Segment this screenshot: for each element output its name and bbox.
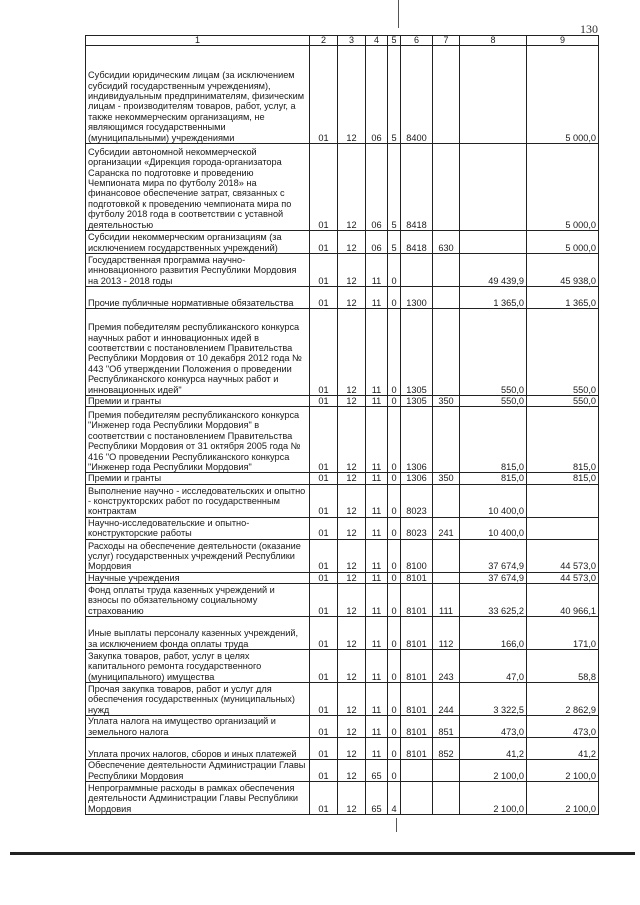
expense-type-code-cell (433, 407, 460, 473)
row-name-cell: Закупка товаров, работ, услуг в целях капитального ремонта государственного (муниципального) имущества (86, 650, 310, 683)
subsection-code-cell: 12 (338, 46, 366, 144)
subprogram-code-cell: 0 (388, 309, 401, 396)
expense-type-code-cell: 243 (433, 650, 460, 683)
amount-2018-cell: 815,0 (527, 473, 599, 484)
target-code-cell: 1305 (401, 396, 433, 407)
bottom-border-line (10, 852, 635, 855)
amount-2018-cell: 815,0 (527, 407, 599, 473)
expense-type-code-cell (433, 539, 460, 572)
subsection-code-cell: 12 (338, 517, 366, 539)
expense-type-code-cell (433, 572, 460, 583)
target-code-cell (401, 782, 433, 815)
table-row (86, 144, 599, 231)
amount-2017-cell: 550,0 (460, 396, 527, 407)
section-code-cell: 01 (310, 473, 338, 484)
expense-type-code-cell: 350 (433, 473, 460, 484)
subsection-code-cell: 12 (338, 738, 366, 760)
section-code-cell: 01 (310, 231, 338, 254)
subsection-code-cell: 12 (338, 473, 366, 484)
program-code-cell: 11 (366, 473, 388, 484)
header-cell: 9 (527, 36, 599, 46)
section-code-cell: 01 (310, 287, 338, 309)
header-row (86, 36, 599, 46)
program-code-cell: 11 (366, 539, 388, 572)
target-code-cell: 8418 (401, 231, 433, 254)
subprogram-code-cell: 5 (388, 231, 401, 254)
row-name-cell: Уплата прочих налогов, сборов и иных платежей (86, 738, 310, 760)
amount-2017-cell: 473,0 (460, 716, 527, 738)
amount-2017-cell: 33 625,2 (460, 584, 527, 617)
amount-2017-cell (460, 231, 527, 254)
table-row (86, 539, 599, 572)
amount-2017-cell: 37 674,9 (460, 539, 527, 572)
target-code-cell: 1306 (401, 473, 433, 484)
amount-2018-cell: 550,0 (527, 396, 599, 407)
subsection-code-cell: 12 (338, 760, 366, 782)
header-cell: 3 (338, 36, 366, 46)
subprogram-code-cell: 0 (388, 650, 401, 683)
section-code-cell: 01 (310, 396, 338, 407)
amount-2018-cell: 171,0 (527, 617, 599, 650)
target-code-cell: 8101 (401, 650, 433, 683)
amount-2017-cell: 3 322,5 (460, 683, 527, 716)
amount-2018-cell (527, 517, 599, 539)
section-code-cell: 01 (310, 738, 338, 760)
section-code-cell: 01 (310, 617, 338, 650)
subsection-code-cell: 12 (338, 572, 366, 583)
table-row (86, 309, 599, 396)
subprogram-code-cell: 0 (388, 572, 401, 583)
subsection-code-cell: 12 (338, 782, 366, 815)
table-row (86, 396, 599, 407)
program-code-cell: 11 (366, 254, 388, 287)
section-code-cell: 01 (310, 584, 338, 617)
section-code-cell: 01 (310, 782, 338, 815)
amount-2017-cell (460, 46, 527, 144)
target-code-cell: 1305 (401, 309, 433, 396)
row-name-cell: Научно-исследовательские и опытно-конструкторские работы (86, 517, 310, 539)
section-code-cell: 01 (310, 650, 338, 683)
amount-2018-cell: 1 365,0 (527, 287, 599, 309)
program-code-cell: 11 (366, 650, 388, 683)
program-code-cell: 06 (366, 46, 388, 144)
amount-2017-cell: 10 400,0 (460, 484, 527, 517)
header-cell: 1 (86, 36, 310, 46)
subprogram-code-cell: 0 (388, 254, 401, 287)
target-code-cell: 1306 (401, 407, 433, 473)
section-code-cell: 01 (310, 484, 338, 517)
amount-2018-cell: 45 938,0 (527, 254, 599, 287)
program-code-cell: 11 (366, 738, 388, 760)
target-code-cell: 8023 (401, 517, 433, 539)
section-code-cell: 01 (310, 254, 338, 287)
subprogram-code-cell: 0 (388, 539, 401, 572)
amount-2018-cell: 41,2 (527, 738, 599, 760)
header-cell: 6 (401, 36, 433, 46)
row-name-cell: Субсидии некоммерческим организациям (за исключением государственных учреждений) (86, 231, 310, 254)
amount-2017-cell: 2 100,0 (460, 760, 527, 782)
amount-2018-cell: 2 100,0 (527, 782, 599, 815)
row-name-cell: Фонд оплаты труда казенных учреждений и взносы по обязательному социальному страхованию (86, 584, 310, 617)
subsection-code-cell: 12 (338, 539, 366, 572)
budget-table (85, 35, 599, 815)
table-row (86, 617, 599, 650)
target-code-cell: 8101 (401, 683, 433, 716)
section-code-cell: 01 (310, 572, 338, 583)
amount-2017-cell: 550,0 (460, 309, 527, 396)
row-name-cell: Непрограммные расходы в рамках обеспечения деятельности Администрации Главы Республики Мордовия (86, 782, 310, 815)
table-row (86, 407, 599, 473)
program-code-cell: 11 (366, 716, 388, 738)
program-code-cell: 11 (366, 309, 388, 396)
subsection-code-cell: 12 (338, 407, 366, 473)
expense-type-code-cell (433, 484, 460, 517)
subprogram-code-cell: 0 (388, 484, 401, 517)
subprogram-code-cell: 0 (388, 517, 401, 539)
top-scan-mark (398, 0, 399, 28)
subprogram-code-cell: 0 (388, 473, 401, 484)
row-name-cell: Расходы на обеспечение деятельности (оказание услуг) государственных учреждений Республики Мордовия (86, 539, 310, 572)
expense-type-code-cell: 630 (433, 231, 460, 254)
target-code-cell: 8101 (401, 584, 433, 617)
target-code-cell: 8101 (401, 572, 433, 583)
expense-type-code-cell (433, 254, 460, 287)
row-name-cell: Прочая закупка товаров, работ и услуг для обеспечения государственных (муниципальных) нужд (86, 683, 310, 716)
header-cell: 7 (433, 36, 460, 46)
target-code-cell: 8023 (401, 484, 433, 517)
amount-2017-cell: 815,0 (460, 407, 527, 473)
row-name-cell: Уплата налога на имущество организаций и земельного налога (86, 716, 310, 738)
program-code-cell: 06 (366, 144, 388, 231)
table-row (86, 650, 599, 683)
table-row (86, 473, 599, 484)
target-code-cell: 1300 (401, 287, 433, 309)
row-name-cell: Государственная программа научно-инновационного развития Республики Мордовия на 2013 - 2018 годы (86, 254, 310, 287)
program-code-cell: 11 (366, 517, 388, 539)
row-name-cell: Субсидии автономной некоммерческой организации «Дирекция города-организатора Саранска по подготовке и проведению Чемпионата мира по футболу 2018» на финансовое обеспечение затрат, связанных с подготовкой к проведению чемпионата мира по футболу 2018 года в соответствии с уставной деятельностью (86, 144, 310, 231)
table-row (86, 46, 599, 144)
table-row (86, 738, 599, 760)
table-row (86, 517, 599, 539)
row-name-cell: Иные выплаты персоналу казенных учреждений, за исключением фонда оплаты труда (86, 617, 310, 650)
amount-2018-cell: 44 573,0 (527, 539, 599, 572)
subprogram-code-cell: 0 (388, 760, 401, 782)
amount-2018-cell: 2 862,9 (527, 683, 599, 716)
amount-2017-cell: 2 100,0 (460, 782, 527, 815)
subsection-code-cell: 12 (338, 144, 366, 231)
subprogram-code-cell: 4 (388, 782, 401, 815)
subprogram-code-cell: 5 (388, 144, 401, 231)
expense-type-code-cell: 350 (433, 396, 460, 407)
section-code-cell: 01 (310, 309, 338, 396)
amount-2018-cell: 40 966,1 (527, 584, 599, 617)
target-code-cell: 8100 (401, 539, 433, 572)
row-name-cell: Премия победителям республиканского конкурса научных работ и инновационных идей в соответствии с постановлением Правительства Республики Мордовия от 10 декабря 2012 года № 443 "Об утверждении Положения о проведении Республиканского конкурса научных работ и инновационных идей" (86, 309, 310, 396)
program-code-cell: 11 (366, 287, 388, 309)
row-name-cell: Научные учреждения (86, 572, 310, 583)
header-cell: 2 (310, 36, 338, 46)
expense-type-code-cell (433, 287, 460, 309)
table-row (86, 254, 599, 287)
amount-2018-cell: 5 000,0 (527, 144, 599, 231)
subsection-code-cell: 12 (338, 396, 366, 407)
subsection-code-cell: 12 (338, 716, 366, 738)
table-row (86, 716, 599, 738)
table-row (86, 584, 599, 617)
header-cell: 5 (388, 36, 401, 46)
subsection-code-cell: 12 (338, 683, 366, 716)
subsection-code-cell: 12 (338, 254, 366, 287)
subprogram-code-cell: 0 (388, 407, 401, 473)
subprogram-code-cell: 5 (388, 46, 401, 144)
amount-2018-cell: 2 100,0 (527, 760, 599, 782)
subsection-code-cell: 12 (338, 309, 366, 396)
expense-type-code-cell (433, 46, 460, 144)
target-code-cell: 8400 (401, 46, 433, 144)
target-code-cell (401, 254, 433, 287)
page-number: 130 (580, 22, 598, 36)
amount-2017-cell: 41,2 (460, 738, 527, 760)
subsection-code-cell: 12 (338, 484, 366, 517)
expense-type-code-cell (433, 782, 460, 815)
expense-type-code-cell (433, 309, 460, 396)
section-code-cell: 01 (310, 407, 338, 473)
amount-2017-cell: 10 400,0 (460, 517, 527, 539)
row-name-cell: Прочие публичные нормативные обязательства (86, 287, 310, 309)
expense-type-code-cell: 851 (433, 716, 460, 738)
subprogram-code-cell: 0 (388, 396, 401, 407)
expense-type-code-cell: 241 (433, 517, 460, 539)
row-name-cell: Премии и гранты (86, 473, 310, 484)
program-code-cell: 65 (366, 760, 388, 782)
subprogram-code-cell: 0 (388, 683, 401, 716)
section-code-cell: 01 (310, 517, 338, 539)
table-row (86, 231, 599, 254)
amount-2018-cell: 550,0 (527, 309, 599, 396)
program-code-cell: 11 (366, 396, 388, 407)
subprogram-code-cell: 0 (388, 584, 401, 617)
amount-2017-cell (460, 144, 527, 231)
subsection-code-cell: 12 (338, 584, 366, 617)
amount-2017-cell: 49 439,9 (460, 254, 527, 287)
subprogram-code-cell: 0 (388, 738, 401, 760)
table-row (86, 760, 599, 782)
amount-2018-cell: 44 573,0 (527, 572, 599, 583)
program-code-cell: 11 (366, 584, 388, 617)
expense-type-code-cell (433, 144, 460, 231)
amount-2018-cell: 58,8 (527, 650, 599, 683)
amount-2018-cell: 5 000,0 (527, 231, 599, 254)
row-name-cell: Премия победителям республиканского конкурса "Инженер года Республики Мордовия" в соответствии с постановлением Правительства Республики Мордовия от 31 октября 2005 года № 416 "О проведении Республиканского конкурса "Инженер года Республики Мордовия" (86, 407, 310, 473)
section-code-cell: 01 (310, 144, 338, 231)
program-code-cell: 11 (366, 484, 388, 517)
table-row (86, 287, 599, 309)
section-code-cell: 01 (310, 539, 338, 572)
table-row (86, 484, 599, 517)
subprogram-code-cell: 0 (388, 617, 401, 650)
section-code-cell: 01 (310, 683, 338, 716)
amount-2018-cell (527, 484, 599, 517)
expense-type-code-cell: 112 (433, 617, 460, 650)
subprogram-code-cell: 0 (388, 716, 401, 738)
amount-2017-cell: 47,0 (460, 650, 527, 683)
row-name-cell: Обеспечение деятельности Администрации Главы Республики Мордовия (86, 760, 310, 782)
table-row (86, 782, 599, 815)
amount-2017-cell: 815,0 (460, 473, 527, 484)
expense-type-code-cell: 244 (433, 683, 460, 716)
expense-type-code-cell (433, 760, 460, 782)
amount-2017-cell: 37 674,9 (460, 572, 527, 583)
section-code-cell: 01 (310, 760, 338, 782)
expense-type-code-cell: 111 (433, 584, 460, 617)
subprogram-code-cell: 0 (388, 287, 401, 309)
target-code-cell: 8101 (401, 716, 433, 738)
table-row (86, 572, 599, 583)
section-code-cell: 01 (310, 46, 338, 144)
target-code-cell: 8101 (401, 738, 433, 760)
table-row (86, 683, 599, 716)
amount-2017-cell: 166,0 (460, 617, 527, 650)
header-cell: 4 (366, 36, 388, 46)
subsection-code-cell: 12 (338, 650, 366, 683)
target-code-cell: 8418 (401, 144, 433, 231)
target-code-cell (401, 760, 433, 782)
program-code-cell: 06 (366, 231, 388, 254)
program-code-cell: 11 (366, 572, 388, 583)
expense-type-code-cell: 852 (433, 738, 460, 760)
section-code-cell: 01 (310, 716, 338, 738)
amount-2018-cell: 5 000,0 (527, 46, 599, 144)
target-code-cell: 8101 (401, 617, 433, 650)
program-code-cell: 65 (366, 782, 388, 815)
row-name-cell: Выполнение научно - исследовательских и опытно - конструкторских работ по государственным контрактам (86, 484, 310, 517)
amount-2018-cell: 473,0 (527, 716, 599, 738)
row-name-cell: Субсидии юридическим лицам (за исключением субсидий государственным учреждениям), индивидуальным предпринимателям, физическим лицам - производителям товаров, работ, услуг, а также некоммерческим организациям, не являющимся государственными (муниципальными) учреждениями (86, 46, 310, 144)
bottom-scan-mark (396, 818, 397, 832)
subsection-code-cell: 12 (338, 617, 366, 650)
program-code-cell: 11 (366, 683, 388, 716)
subsection-code-cell: 12 (338, 231, 366, 254)
amount-2017-cell: 1 365,0 (460, 287, 527, 309)
header-cell: 8 (460, 36, 527, 46)
program-code-cell: 11 (366, 407, 388, 473)
program-code-cell: 11 (366, 617, 388, 650)
row-name-cell: Премии и гранты (86, 396, 310, 407)
subsection-code-cell: 12 (338, 287, 366, 309)
